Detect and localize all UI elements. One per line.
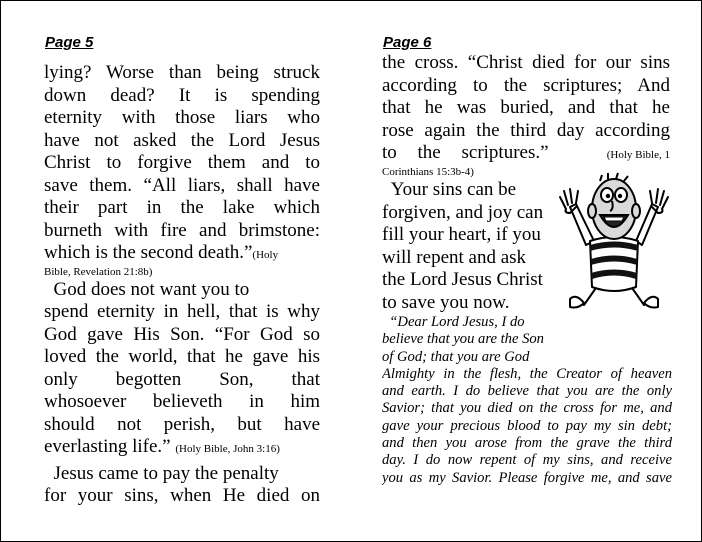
prayer-line: “Dear Lord Jesus, I do xyxy=(382,314,525,330)
prayer-text xyxy=(382,314,672,487)
right-shoe xyxy=(644,297,658,308)
prayer-line: Savior; that you died on the cross for me, and xyxy=(382,400,672,417)
text-line: God gave His Son. “For God so xyxy=(44,323,320,345)
text-line: will repent and ask xyxy=(382,246,527,268)
text-line: fill your heart, if you xyxy=(382,224,541,245)
text-line xyxy=(44,242,320,265)
text-line: Jesus came to pay the penalty xyxy=(44,462,279,484)
scripture-reference: (Holy xyxy=(252,249,279,261)
text-line: according to the scriptures; And xyxy=(382,74,670,96)
prayer-line: and then you arose from the grave the third xyxy=(382,435,672,452)
text-fragment: to the scriptures.” xyxy=(382,142,549,163)
prayer-line: and earth. I do believe that you are the only xyxy=(382,383,672,400)
text-line: that he was buried, and that he xyxy=(382,97,670,118)
scripture-reference: Bible, Revelation 21:8b) xyxy=(44,265,153,278)
scripture-reference: (Holy Bible, 1 xyxy=(606,149,670,161)
text-line: for your sins, when He died on xyxy=(44,485,320,506)
scripture-reference: Corinthians 15:3b-4) xyxy=(382,165,474,178)
text-fragment: which is the second death.” xyxy=(44,242,253,263)
text-line: save them. “All liars, shall have xyxy=(44,174,320,196)
prayer-line: Almighty in the flesh, the Creator of heaven xyxy=(382,365,672,382)
text-line: Christ to forgive them and to xyxy=(44,152,320,173)
text-line: have not asked the Lord Jesus xyxy=(44,129,320,151)
boy-head xyxy=(588,173,640,239)
page-5-label: Page 5 xyxy=(45,34,94,51)
page-5-text xyxy=(44,62,320,508)
prayer-line: you as my Savior. Please forgive me, and save xyxy=(382,469,672,486)
text-line: eternity with those liars who xyxy=(44,107,320,128)
page-6-label: Page 6 xyxy=(383,34,432,51)
prayer-line: day. I do now repent of my sins, and receive xyxy=(382,452,672,469)
text-line: their part in the lake which xyxy=(44,197,320,218)
text-line: to save you now. xyxy=(382,291,510,313)
text-line: lying? Worse than being struck xyxy=(44,62,320,83)
prayer-line: gave your precious blood to pay my sin debt; xyxy=(382,417,672,434)
text-line: burneth with fire and brimstone: xyxy=(44,219,320,241)
text-line: forgiven, and joy can xyxy=(382,201,544,223)
prayer-line: believe that you are the Son xyxy=(382,331,544,348)
text-line: only begotten Son, that xyxy=(44,368,320,390)
left-shoe xyxy=(570,297,584,308)
text-line xyxy=(382,142,670,165)
text-line: rose again the third day according xyxy=(382,119,670,141)
text-line xyxy=(44,436,320,459)
text-line: the Lord Jesus Christ xyxy=(382,269,543,290)
text-fragment: everlasting life.” xyxy=(44,436,171,457)
text-line: the cross. “Christ died for our sins xyxy=(382,52,670,73)
text-line: whosoever believeth in him xyxy=(44,391,320,412)
page-6-text xyxy=(382,52,670,179)
text-line: loved the world, that he gave his xyxy=(44,346,320,367)
shirt-stripes xyxy=(590,242,638,280)
text-line: spend eternity in hell, that is why xyxy=(44,301,320,322)
prayer-line: of God; that you are God xyxy=(382,348,530,365)
page-6-text-wrap xyxy=(382,179,562,314)
text-line: down dead? It is spending xyxy=(44,84,320,106)
text-line: Your sins can be xyxy=(382,179,517,200)
scripture-reference: (Holy Bible, John 3:16) xyxy=(175,443,280,455)
text-line: should not perish, but have xyxy=(44,413,320,435)
text-line: God does not want you to xyxy=(44,278,250,300)
cheering-boy-illustration xyxy=(556,167,674,317)
